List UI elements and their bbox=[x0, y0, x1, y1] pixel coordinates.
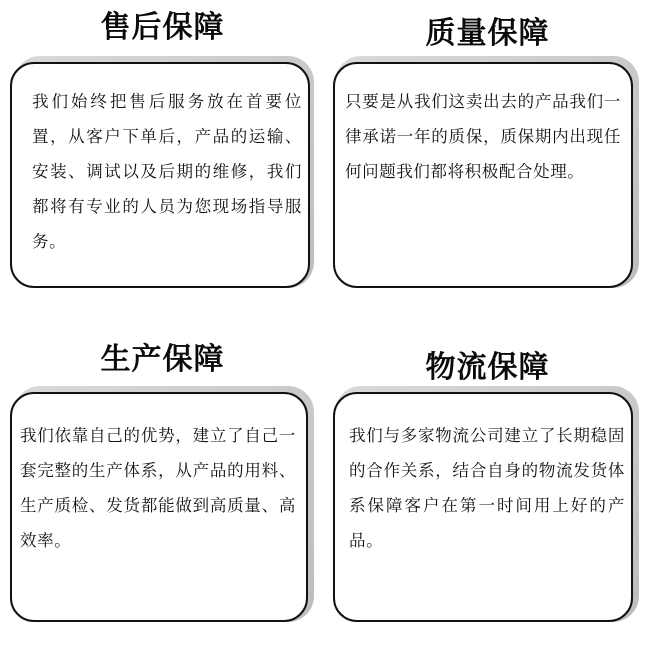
card-title: 物流保障 bbox=[425, 350, 550, 385]
card-logistics-guarantee bbox=[325, 330, 650, 655]
card-text: 我们始终把售后服务放在首要位置，从客户下单后，产品的运输、安装、调试以及后期的维修，我们都将有专业的人员为您现场指导服务。 bbox=[32, 92, 302, 251]
card-title: 售后保障 bbox=[100, 10, 225, 45]
card-aftersales-guarantee bbox=[0, 0, 325, 300]
card-text: 我们依靠自己的优势，建立了自己一套完整的生产体系，从产品的用料、生产质检、发货都能做到高质量、高效率。 bbox=[20, 426, 296, 550]
card-production-guarantee bbox=[0, 330, 325, 655]
card-text: 只要是从我们这卖出去的产品我们一律承诺一年的质保，质保期内出现任何问题我们都将积极配合处理。 bbox=[345, 92, 621, 181]
card-title: 质量保障 bbox=[425, 16, 550, 51]
card-quality-guarantee bbox=[325, 0, 650, 300]
card-title: 生产保障 bbox=[100, 342, 225, 377]
card-text: 我们与多家物流公司建立了长期稳固的合作关系，结合自身的物流发货体系保障客户在第一时间用上好的产品。 bbox=[349, 426, 625, 550]
